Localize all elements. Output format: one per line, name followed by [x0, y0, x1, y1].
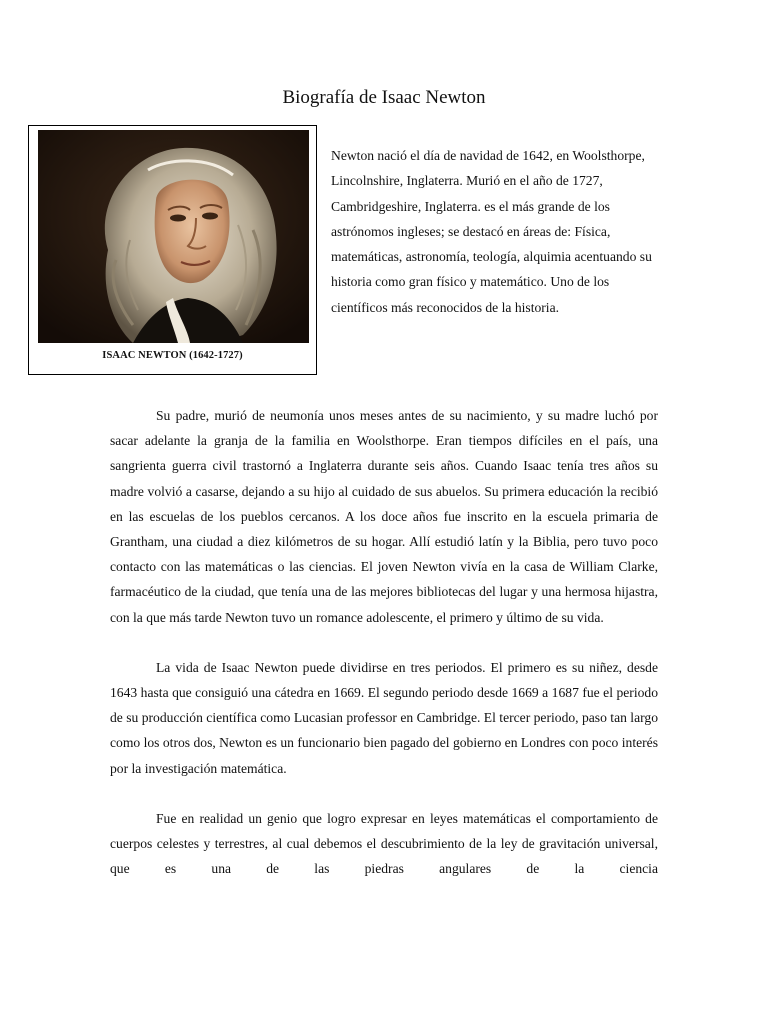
- portrait-caption: ISAAC NEWTON (1642-1727): [102, 350, 243, 361]
- biography-body: [110, 403, 658, 881]
- intro-paragraph: Newton nació el día de navidad de 1642, en Woolsthorpe, Lincolnshire, Inglaterra. Murió en el año de 1727, Cambridgeshire, Inglaterra. es el más grande de los astrónomos ingleses; se destacó en áreas de: Física, matemáticas, astronomía, teología, alquimia acentuando su historia como gran físico y matemático. Uno de los científicos más reconocidos de la historia.: [331, 148, 652, 315]
- newton-portrait-image: [38, 130, 309, 343]
- portrait-figure: [28, 125, 317, 375]
- document-title: Biografía de Isaac Newton: [282, 87, 486, 108]
- paragraph: La vida de Isaac Newton puede dividirse en tres periodos. El primero es su niñez, desde 1643 hasta que consiguió una cátedra en 1669. El segundo periodo desde 1669 a 1687 fue el periodo de su producción científica como Lucasian professor en Cambridge. El tercer periodo, paso tan largo como los otros dos, Newton es un funcionario bien pagado del gobierno en Londres con poco interés por la investigación matemática.: [110, 659, 658, 776]
- paragraph: Su padre, murió de neumonía unos meses antes de su nacimiento, y su madre luchó por sacar adelante la granja de la familia en Woolsthorpe. Eran tiempos difíciles en el país, una sangrienta guerra civil trastornó a Inglaterra durante seis años. Cuando Isaac tenía tres años su madre volvió a casarse, dejando a su hijo al cuidado de sus abuelos. Su primera educación la recibió en las escuelas de los pueblos cercanos. A los doce años fue inscrito en la escuela primaria de Grantham, una ciudad a diez kilómetros de su hogar. Allí estudió latín y la Biblia, pero tuvo poco contacto con las matemáticas o las ciencias. El joven Newton vivía en la casa de William Clarke, farmacéutico de la ciudad, que tenía una de las mejores bibliotecas del lugar y una hermosa hijastra, con la que más tarde Newton tuvo un romance adolescente, el primero y último de su vida.: [110, 408, 658, 625]
- paragraph: Fue en realidad un genio que logro expresar en leyes matemáticas el comportamiento de cuerpos celestes y terrestres, al cual debemos el descubrimiento de la ley de gravitación universal, que es una de las piedras angulares de la ciencia: [110, 810, 658, 877]
